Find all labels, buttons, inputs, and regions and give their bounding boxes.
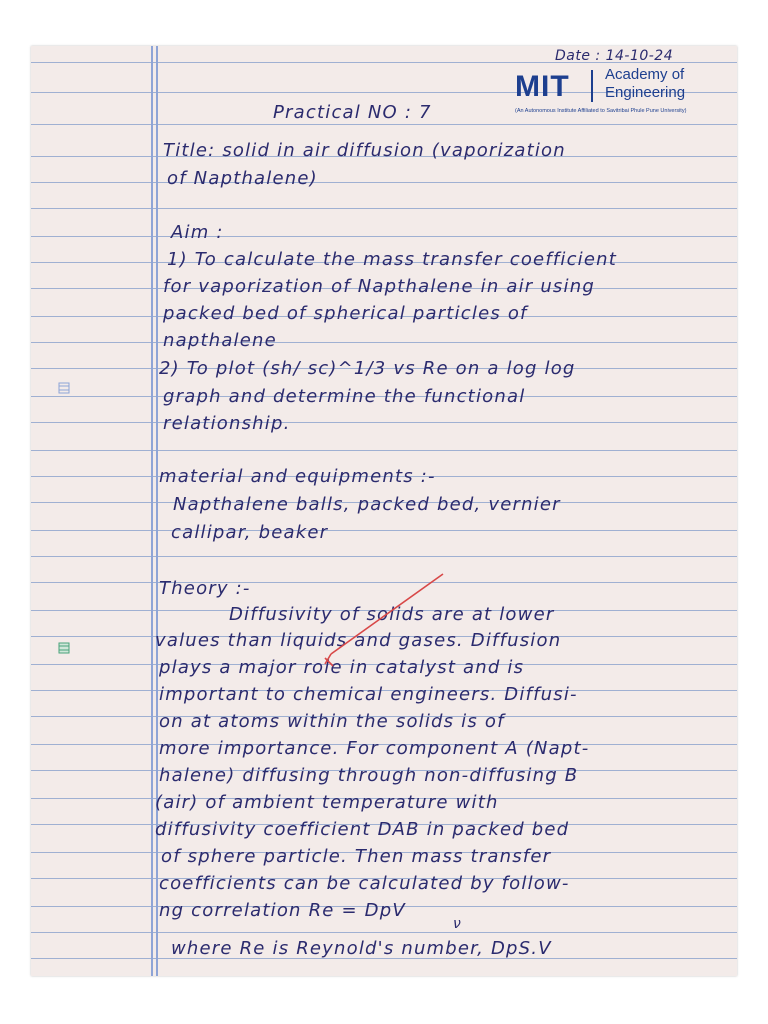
logo-divider <box>591 70 593 102</box>
materials-line: Napthalene balls, packed bed, vernier <box>173 494 561 515</box>
nu-symbol: ν <box>453 916 462 932</box>
theory-line: ng correlation Re = DpV <box>159 900 406 921</box>
margin-line <box>151 46 153 976</box>
aim-line: packed bed of spherical particles of <box>163 303 528 324</box>
aim-line: for vaporization of Napthalene in air using <box>163 276 595 297</box>
theory-line: plays a major role in catalyst and is <box>159 657 525 678</box>
theory-line: important to chemical engineers. Diffusi- <box>159 684 578 705</box>
ruled-line <box>31 450 737 451</box>
practical-number: Practical NO : 7 <box>273 102 432 123</box>
theory-line: on at atoms within the solids is of <box>159 711 505 732</box>
theory-heading: Theory :- <box>159 578 251 599</box>
ruled-line <box>31 422 737 423</box>
ruled-line <box>31 208 737 209</box>
theory-line: where Re is Reynold's number, DpS.V <box>171 938 552 959</box>
binder-hole-icon <box>58 642 70 654</box>
theory-line: diffusivity coefficient DAB in packed bed <box>155 819 570 840</box>
date-label: Date : 14-10-24 <box>555 48 674 64</box>
theory-line: (air) of ambient temperature with <box>155 792 499 813</box>
logo-subtitle: (An Autonomous Institute Affiliated to Savitribai Phule Pune University) <box>515 108 687 114</box>
ruled-line <box>31 236 737 237</box>
materials-heading: material and equipments :- <box>159 466 436 487</box>
ruled-line <box>31 530 737 531</box>
theory-line: values than liquids and gases. Diffusion <box>155 630 562 651</box>
theory-line: of sphere particle. Then mass transfer <box>161 846 552 867</box>
ruled-line <box>31 342 737 343</box>
correction-tick-mark <box>323 572 447 668</box>
theory-line: coefficients can be calculated by follow- <box>159 873 570 894</box>
logo-mit-text: MIT <box>515 70 570 103</box>
college-logo <box>515 64 715 136</box>
binder-hole-icon <box>58 382 70 394</box>
theory-line: Diffusivity of solids are at lower <box>229 604 555 625</box>
aim-line: 2) To plot (sh/ sc)^1/3 vs Re on a log log <box>159 358 576 379</box>
aim-line: relationship. <box>163 413 291 434</box>
aim-line: 1) To calculate the mass transfer coefficient <box>167 249 618 270</box>
aim-line: graph and determine the functional <box>163 386 526 407</box>
ruled-line <box>31 932 737 933</box>
ruled-line <box>31 556 737 557</box>
aim-line: napthalene <box>163 330 277 351</box>
materials-line: callipar, beaker <box>171 522 329 543</box>
notebook-page <box>31 46 737 976</box>
title-line-1: Title: solid in air diffusion (vaporization <box>163 140 566 161</box>
theory-line: more importance. For component A (Napt- <box>159 738 590 759</box>
title-line-2: of Napthalene) <box>167 168 318 189</box>
theory-line: halene) diffusing through non-diffusing B <box>159 765 579 786</box>
logo-line-1: Academy of <box>605 66 685 83</box>
aim-heading: Aim : <box>171 222 224 243</box>
ruled-line <box>31 182 737 183</box>
logo-line-2: Engineering <box>605 84 686 101</box>
